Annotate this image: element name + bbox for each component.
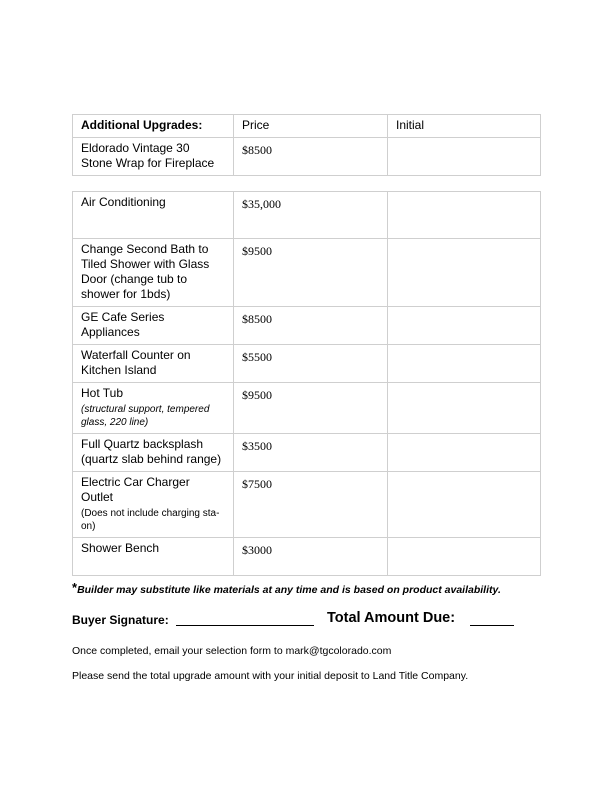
upgrade-price: $3000 <box>234 538 388 576</box>
upgrade-price: $9500 <box>234 383 388 434</box>
upgrade-initial-field[interactable] <box>388 434 541 472</box>
upgrade-initial-field[interactable] <box>388 307 541 345</box>
upgrade-initial-field[interactable] <box>388 472 541 538</box>
header-initial: Initial <box>388 115 541 138</box>
table-row <box>73 472 541 538</box>
buyer-signature-field[interactable] <box>176 625 314 626</box>
upgrade-item: Shower Bench <box>73 538 234 576</box>
table-header-row <box>73 115 541 138</box>
upgrade-price: $9500 <box>234 239 388 307</box>
builder-disclaimer <box>72 580 501 596</box>
upgrade-note: (structural support, tempered glass, 220 line) <box>81 404 210 428</box>
disclaimer-text: Builder may substitute like materials at any time and is based on product availability. <box>77 584 501 596</box>
upgrade-price: $35,000 <box>234 192 388 239</box>
signature-section <box>72 610 542 632</box>
header-price: Price <box>234 115 388 138</box>
upgrade-price: $7500 <box>234 472 388 538</box>
table-row <box>73 434 541 472</box>
upgrade-price: $8500 <box>234 307 388 345</box>
upgrade-item: Electric Car Charger Outlet <box>81 475 190 504</box>
upgrade-price: $8500 <box>234 138 388 176</box>
upgrade-initial-field[interactable] <box>388 345 541 383</box>
upgrade-item-cell <box>73 472 234 538</box>
buyer-signature-label: Buyer Signature: <box>72 613 169 627</box>
table-row <box>73 239 541 307</box>
total-amount-due-label: Total Amount Due: <box>327 610 456 626</box>
upgrade-item-cell <box>73 383 234 434</box>
deposit-instruction: Please send the total upgrade amount with your initial deposit to Land Title Company. <box>72 670 469 682</box>
upgrade-item: Full Quartz backsplash (quartz slab behind range) <box>73 434 234 472</box>
upgrade-item: Air Conditioning <box>73 192 234 239</box>
upgrade-item: GE Cafe Series Appliances <box>73 307 234 345</box>
upgrade-initial-field[interactable] <box>388 138 541 176</box>
upgrade-item: Hot Tub <box>81 386 124 400</box>
table-row <box>73 345 541 383</box>
upgrade-item-line: Stone Wrap for Fireplace <box>81 156 215 170</box>
upgrade-item: Waterfall Counter on Kitchen Island <box>73 345 234 383</box>
upgrade-price: $3500 <box>234 434 388 472</box>
table-row <box>73 538 541 576</box>
upgrade-price: $5500 <box>234 345 388 383</box>
upgrades-header-table <box>72 114 541 176</box>
disclaimer-asterisk: * <box>72 580 78 595</box>
header-additional-upgrades: Additional Upgrades: <box>73 115 234 138</box>
upgrade-item-cell <box>73 138 234 176</box>
upgrade-initial-field[interactable] <box>388 538 541 576</box>
upgrade-item: Change Second Bath to Tiled Shower with Glass Door (change tub to shower for 1bds) <box>73 239 234 307</box>
total-amount-due-field[interactable] <box>470 625 514 626</box>
upgrade-initial-field[interactable] <box>388 239 541 307</box>
upgrade-initial-field[interactable] <box>388 192 541 239</box>
upgrade-note: (Does not include charging sta-on) <box>81 508 220 532</box>
table-row <box>73 383 541 434</box>
table-row <box>73 138 541 176</box>
email-instruction: Once completed, email your selection form to mark@tgcolorado.com <box>72 645 392 657</box>
upgrade-initial-field[interactable] <box>388 383 541 434</box>
table-row <box>73 192 541 239</box>
table-row <box>73 307 541 345</box>
upgrade-item-line: Eldorado Vintage 30 <box>81 141 190 155</box>
upgrades-table <box>72 191 541 576</box>
